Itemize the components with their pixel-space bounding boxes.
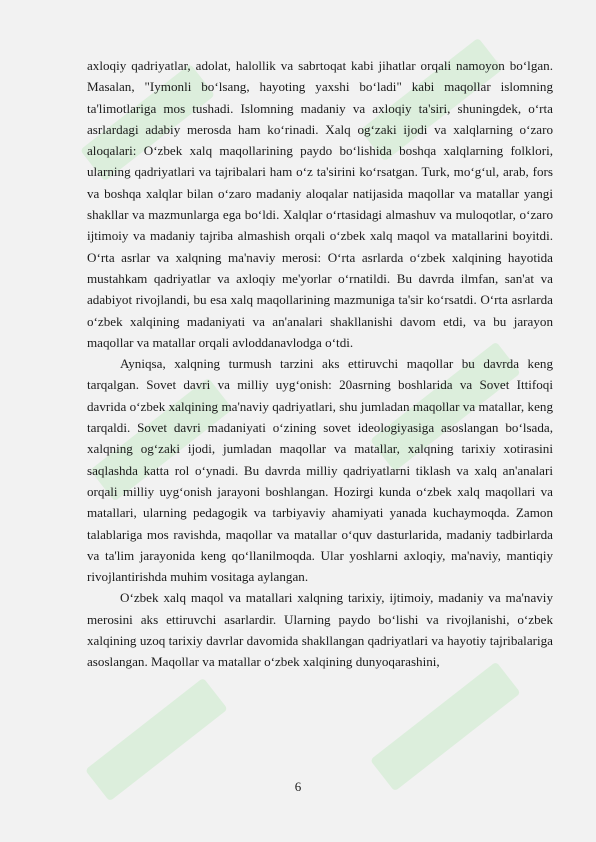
paragraph: Ayniqsa, xalqning turmush tarzini aks ettiruvchi maqollar bu davrda keng tarqalgan. Sovet davri va milliy uyg‘onish: 20asrning boshlarida va Sovet Ittifoqi davrida o‘zbek xalqining ma'naviy qadriyatlari, shu jumladan maqollar va matallar, keng tarqaldi. Sovet davri madaniyati o‘zining sovet ideologiyasiga asoslangan bo‘lsada, xalqning og‘zaki ijodi, jumladan maqollar va matallar, xalqning tarixiy xotirasini saqlashda katta rol o‘ynadi. Bu davrda milliy qadriyatlarni tiklash va xalq an'analari orqali milliy uyg‘onish jarayoni boshlangan. Hozirgi kunda o‘zbek xalq maqollari va matallari, ularning pedagogik va tarbiyaviy ahamiyati yanada kuchaymoqda. Zamon talablariga mos ravishda, maqollar va matallar o‘quv dasturlarida, madaniy tadbirlarda va ta'lim jarayonida keng qo‘llanilmoqda. Ular yoshlarni axloqiy, ma'naviy, mantiqiy rivojlantirishda muhim vositaga aylangan. xyxy=(87,356,553,585)
paragraph: axloqiy qadriyatlar, adolat, halollik va sabrtoqat kabi jihatlar orqali namoyon bo‘lgan. Masalan, "Iymonli bo‘lsang, hayoting yaxshi bo‘ladi" kabi maqollar islomning ta'limotlariga mos tushadi. Islomning madaniy va axloqiy ta'siri, shuningdek, o‘rta asrlardagi adabiy merosda ham ko‘rinadi. Xalq og‘zaki ijodi va xalqlarning o‘zaro aloqalari: O‘zbek xalq maqollarining paydo bo‘lishida boshqa xalqlarning folklori, ularning qadriyatlari va tajribalari ham o‘z ta'sirini ko‘rsatgan. Turk, mo‘g‘ul, arab, fors va boshqa xalqlar bilan o‘zaro madaniy aloqalar natijasida maqollar va matallar yangi shakllar va mazmunlarga ega bo‘ldi. Xalqlar o‘rtasidagi almashuv va muloqotlar, o‘zaro ijtimoiy va madaniy tajriba almashish orqali o‘zbek xalq maqol va matallarini boyitdi. O‘rta asrlar va xalqning ma'naviy merosi: O‘rta asrlarda o‘zbek xalqining hayotida mustahkam qadriyatlar va axloqiy me'yorlar o‘rnatildi. Bu davrda ilmfan, san'at va adabiyot rivojlandi, bu esa xalq maqollarining mazmuniga ta'sir ko‘rsatdi. O‘rta asrlarda o‘zbek xalqining madaniyati va an'analari shakllanishi davom etdi, va bu jarayon maqollar va matallar orqali avloddanavlodga o‘tdi. xyxy=(87,58,553,350)
body-text xyxy=(87,55,553,673)
paragraph: O‘zbek xalq maqol va matallari xalqning tarixiy, ijtimoiy, madaniy va ma'naviy merosini aks ettiruvchi asarlardir. Ularning paydo bo‘lishi va rivojlanishi, o‘zbek xalqining uzoq tarixiy davrlar davomida shakllangan qadriyatlari va hayotiy tajribalariga asoslangan. Maqollar va matallar o‘zbek xalqining dunyoqarashini, xyxy=(87,590,553,670)
page-number: 6 xyxy=(294,779,302,794)
watermark-mark xyxy=(370,661,521,791)
